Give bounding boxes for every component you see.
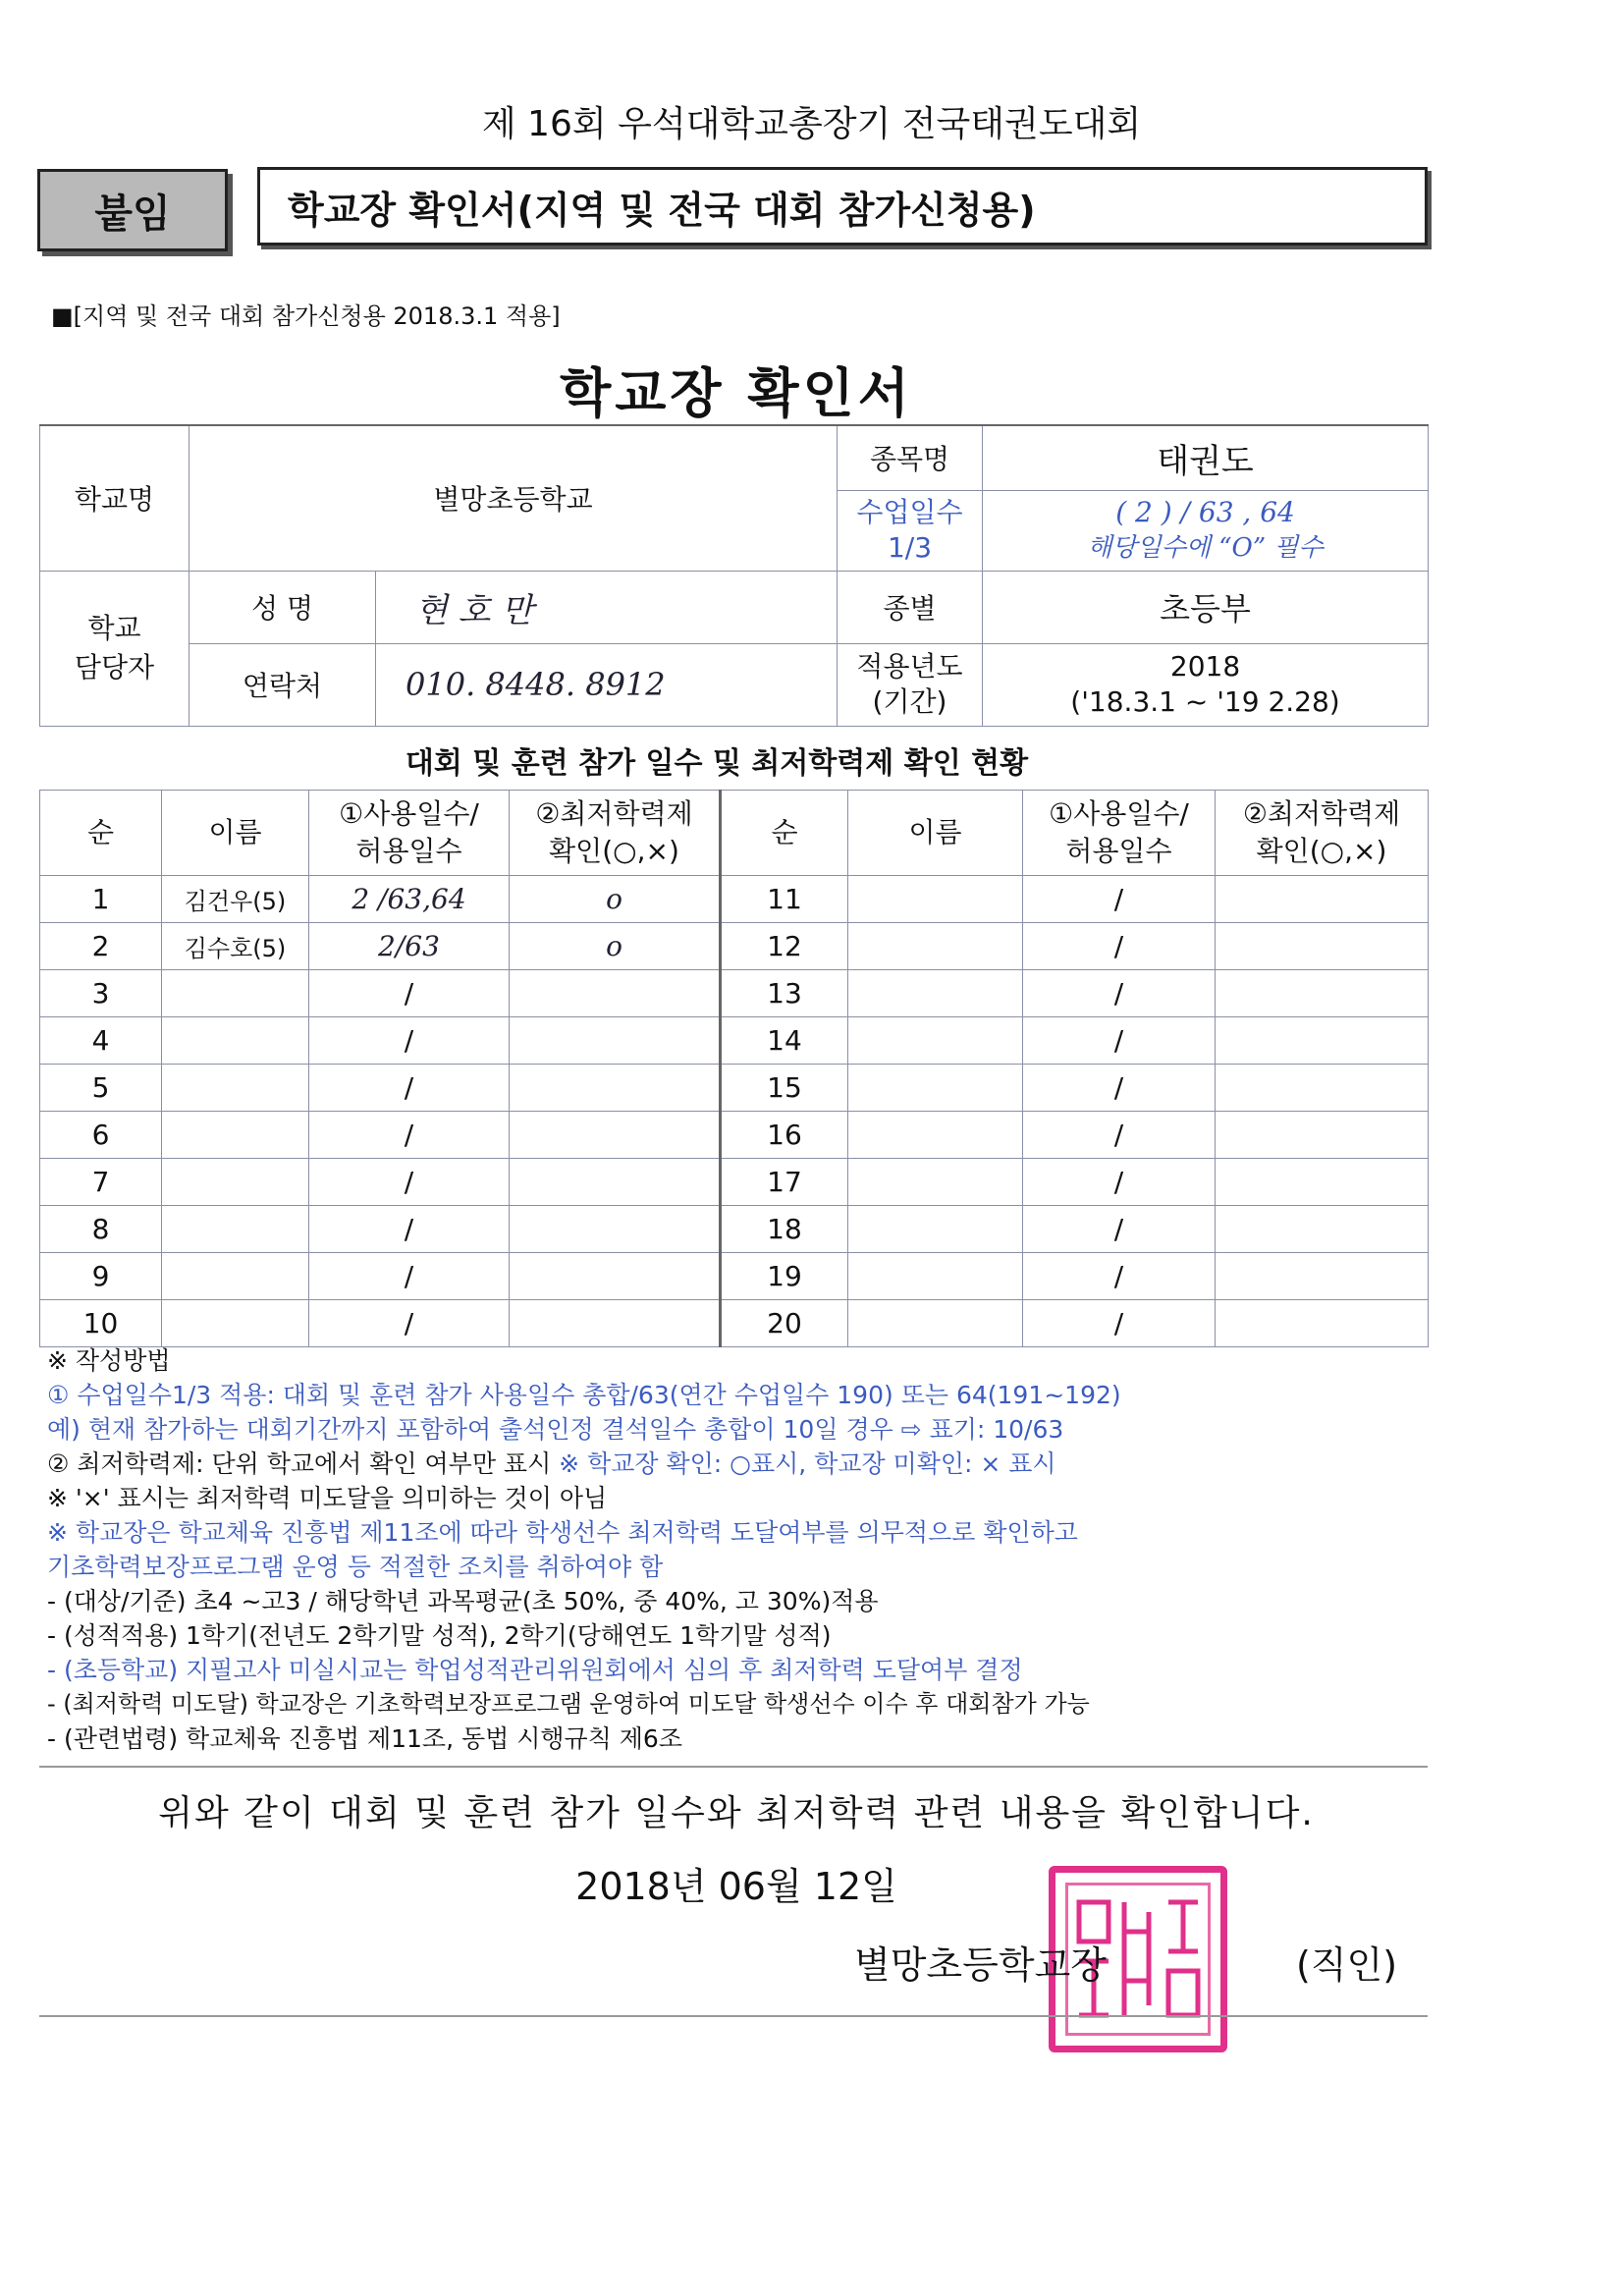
division-value: 초등부	[983, 571, 1429, 643]
sport-value: 태권도	[983, 425, 1429, 490]
row-days: /	[1023, 923, 1216, 970]
applicability-note: ■[지역 및 전국 대회 참가신청용 2018.3.1 적용]	[51, 302, 561, 330]
instruction-line: ※ 학교장은 학교체육 진흥법 제11조에 따라 학생선수 최저학력 도달여부를 의무적으로 확인하고	[47, 1518, 1078, 1547]
year-number: 2018	[1169, 650, 1241, 683]
contact-value: 010. 8448. 8912	[376, 643, 838, 726]
row-check	[510, 1017, 721, 1065]
table-row	[40, 1017, 1429, 1065]
row-days: /	[1023, 1065, 1216, 1112]
year-value	[983, 643, 1429, 726]
row-name	[848, 1065, 1023, 1112]
row-name	[162, 1206, 309, 1253]
row-name	[848, 1253, 1023, 1300]
table-row	[40, 1065, 1429, 1112]
year-label-line1: 적용년도	[856, 650, 963, 683]
row-days: /	[309, 1253, 510, 1300]
table-row	[40, 876, 1429, 923]
row-name	[848, 1017, 1023, 1065]
row-check	[1216, 1253, 1429, 1300]
row-check	[1216, 1206, 1429, 1253]
period-value: ('18.3.1 ~ '19 2.28)	[1070, 685, 1340, 718]
row-days: /	[1023, 1206, 1216, 1253]
row-no: 18	[721, 1206, 848, 1253]
row-name	[162, 1112, 309, 1159]
table-row	[40, 1159, 1429, 1206]
instruction-line-part: ※ 학교장 확인: ○표시, 학교장 미확인: × 표시	[559, 1449, 1056, 1478]
row-no: 4	[40, 1017, 162, 1065]
row-name: 김건우(5)	[162, 876, 309, 923]
row-name	[848, 1300, 1023, 1347]
instruction-line: - (대상/기준) 초4 ~고3 / 해당학년 과목평균(초 50%, 중 40%, 고 30%)적용	[47, 1587, 879, 1615]
divider	[39, 1766, 1428, 1768]
col-days-line1: ①사용일수/	[339, 797, 479, 830]
seal-label: (직인)	[1296, 1943, 1398, 1987]
row-days: /	[309, 970, 510, 1017]
instruction-line: 기초학력보장프로그램 운영 등 적절한 조치를 취하여야 함	[47, 1553, 664, 1581]
row-days: /	[309, 1206, 510, 1253]
row-no: 3	[40, 970, 162, 1017]
row-no: 17	[721, 1159, 848, 1206]
row-days: /	[309, 1065, 510, 1112]
row-check	[510, 1159, 721, 1206]
principal-name: 별망초등학교장	[854, 1943, 1107, 1987]
confirmation-statement: 위와 같이 대회 및 훈련 참가 일수와 최저학력 관련 내용을 확인합니다.	[158, 1793, 1315, 1833]
row-check	[1216, 1300, 1429, 1347]
row-check	[1216, 1017, 1429, 1065]
col-days-right	[1023, 791, 1216, 876]
col-check-right-line1: ②최저학력제	[1242, 797, 1401, 830]
col-days-line2: 허용일수	[355, 835, 462, 867]
col-name: 이름	[162, 791, 309, 876]
row-name	[848, 923, 1023, 970]
row-days: /	[309, 1300, 510, 1347]
row-days: /	[1023, 1253, 1216, 1300]
row-check	[1216, 1112, 1429, 1159]
row-name	[848, 1159, 1023, 1206]
row-name	[162, 1017, 309, 1065]
row-check	[510, 1065, 721, 1112]
col-check-line2: 확인(○,×)	[549, 835, 679, 867]
row-no: 9	[40, 1253, 162, 1300]
row-check	[1216, 1159, 1429, 1206]
row-no: 19	[721, 1253, 848, 1300]
row-days: /	[309, 1017, 510, 1065]
name-label: 성 명	[189, 571, 376, 643]
row-name	[162, 1253, 309, 1300]
col-name-right: 이름	[848, 791, 1023, 876]
contact-label: 연락처	[189, 643, 376, 726]
class-days-label-line1: 수업일수	[856, 496, 963, 528]
row-name	[848, 876, 1023, 923]
participation-table	[39, 790, 1429, 1347]
instruction-line: - (관련법령) 학교체육 진흥법 제11조, 동법 시행규칙 제6조	[47, 1724, 682, 1753]
row-no: 1	[40, 876, 162, 923]
row-check: o	[510, 923, 721, 970]
name-value: 현 호 만	[376, 571, 838, 643]
col-check-right-line2: 확인(○,×)	[1256, 835, 1387, 867]
row-days: /	[1023, 970, 1216, 1017]
row-no: 14	[721, 1017, 848, 1065]
row-name: 김수호(5)	[162, 923, 309, 970]
instructions	[47, 1343, 1441, 1756]
instruction-line-part: ② 최저학력제: 단위 학교에서 확인 여부만 표시	[47, 1449, 560, 1478]
col-days-right-line2: 허용일수	[1065, 835, 1172, 867]
col-no-right: 순	[721, 791, 848, 876]
row-no: 20	[721, 1300, 848, 1347]
issue-date: 2018년 06월 12일	[575, 1865, 897, 1908]
col-check-line1: ②최저학력제	[535, 797, 693, 830]
row-check	[1216, 970, 1429, 1017]
row-no: 8	[40, 1206, 162, 1253]
staff-label-line1: 학교	[87, 612, 141, 644]
table-row	[40, 1206, 1429, 1253]
row-days: 2/63	[309, 923, 510, 970]
class-days-label	[838, 490, 983, 571]
table-row	[40, 1112, 1429, 1159]
staff-label	[40, 571, 189, 726]
form-heading: 학교장 확인서(지역 및 전국 대회 참가신청용)	[257, 167, 1428, 246]
instruction-line: 예) 현재 참가하는 대회기간까지 포함하여 출석인정 결석일수 총합이 10일 경우 ⇨ 표기: 10/63	[47, 1415, 1064, 1444]
school-name: 별망초등학교	[189, 425, 838, 571]
row-no: 12	[721, 923, 848, 970]
row-days: /	[1023, 1112, 1216, 1159]
row-check	[510, 1206, 721, 1253]
table-row	[40, 1300, 1429, 1347]
instructions-heading: ※ 작성방법	[47, 1346, 171, 1375]
class-days-hint: 해당일수에 “O” 필수	[1087, 533, 1324, 563]
row-check	[1216, 1065, 1429, 1112]
row-days: /	[309, 1159, 510, 1206]
table-header-row	[40, 791, 1429, 876]
row-name	[848, 1112, 1023, 1159]
row-days: /	[1023, 1300, 1216, 1347]
row-name	[162, 1159, 309, 1206]
row-no: 16	[721, 1112, 848, 1159]
class-days-fraction: ( 2 ) / 63 , 64	[1115, 496, 1295, 528]
row-days: /	[1023, 876, 1216, 923]
row-no: 6	[40, 1112, 162, 1159]
section-heading: 대회 및 훈련 참가 일수 및 최저학력제 확인 현황	[405, 746, 1029, 781]
instruction-line: ※ '×' 표시는 최저학력 미도달을 의미하는 것이 아님	[47, 1484, 608, 1512]
table-row	[40, 923, 1429, 970]
instruction-line	[47, 1447, 1441, 1481]
header-table	[39, 424, 1429, 727]
row-days: 2 /63,64	[309, 876, 510, 923]
row-days: /	[1023, 1017, 1216, 1065]
class-days-label-line2: 1/3	[887, 531, 933, 564]
row-name	[162, 1300, 309, 1347]
table-row	[40, 970, 1429, 1017]
col-days-right-line1: ①사용일수/	[1049, 797, 1189, 830]
instruction-line: - (최저학력 미도달) 학교장은 기초학력보장프로그램 운영하여 미도달 학생선수 이수 후 대회참가 가능	[47, 1690, 1090, 1718]
instruction-line: - (초등학교) 지필고사 미실시교는 학업성적관리위원회에서 심의 후 최저학력 도달여부 결정	[47, 1656, 1023, 1684]
row-no: 13	[721, 970, 848, 1017]
row-no: 10	[40, 1300, 162, 1347]
row-name	[848, 1206, 1023, 1253]
school-label: 학교명	[40, 425, 189, 571]
row-name	[162, 970, 309, 1017]
col-no: 순	[40, 791, 162, 876]
col-days	[309, 791, 510, 876]
row-days: /	[309, 1112, 510, 1159]
sport-label: 종목명	[838, 425, 983, 490]
table-row	[40, 1253, 1429, 1300]
row-name	[162, 1065, 309, 1112]
row-no: 11	[721, 876, 848, 923]
row-days: /	[1023, 1159, 1216, 1206]
row-no: 2	[40, 923, 162, 970]
staff-label-line2: 담당자	[74, 651, 155, 683]
row-no: 7	[40, 1159, 162, 1206]
event-title: 제 16회 우석대학교총장기 전국태권도대회	[481, 104, 1142, 144]
instruction-line: ① 수업일수1/3 적용: 대회 및 훈련 참가 사용일수 총합/63(연간 수업일수 190) 또는 64(191~192)	[47, 1381, 1121, 1409]
col-check	[510, 791, 721, 876]
col-check-right	[1216, 791, 1429, 876]
row-name	[848, 970, 1023, 1017]
year-label-line2: (기간)	[872, 685, 947, 718]
class-days-value	[983, 490, 1429, 571]
year-label	[838, 643, 983, 726]
attachment-tag: 붙임	[37, 169, 228, 251]
divider	[39, 2015, 1428, 2017]
row-check	[510, 1253, 721, 1300]
row-check	[510, 1300, 721, 1347]
instruction-line: - (성적적용) 1학기(전년도 2학기말 성적), 2학기(당해연도 1학기말 성적)	[47, 1621, 832, 1650]
row-check	[510, 970, 721, 1017]
document-title: 학교장 확인서	[560, 362, 913, 424]
division-label: 종별	[838, 571, 983, 643]
row-check	[1216, 876, 1429, 923]
row-no: 5	[40, 1065, 162, 1112]
row-check	[510, 1112, 721, 1159]
row-check	[1216, 923, 1429, 970]
row-check: o	[510, 876, 721, 923]
row-no: 15	[721, 1065, 848, 1112]
